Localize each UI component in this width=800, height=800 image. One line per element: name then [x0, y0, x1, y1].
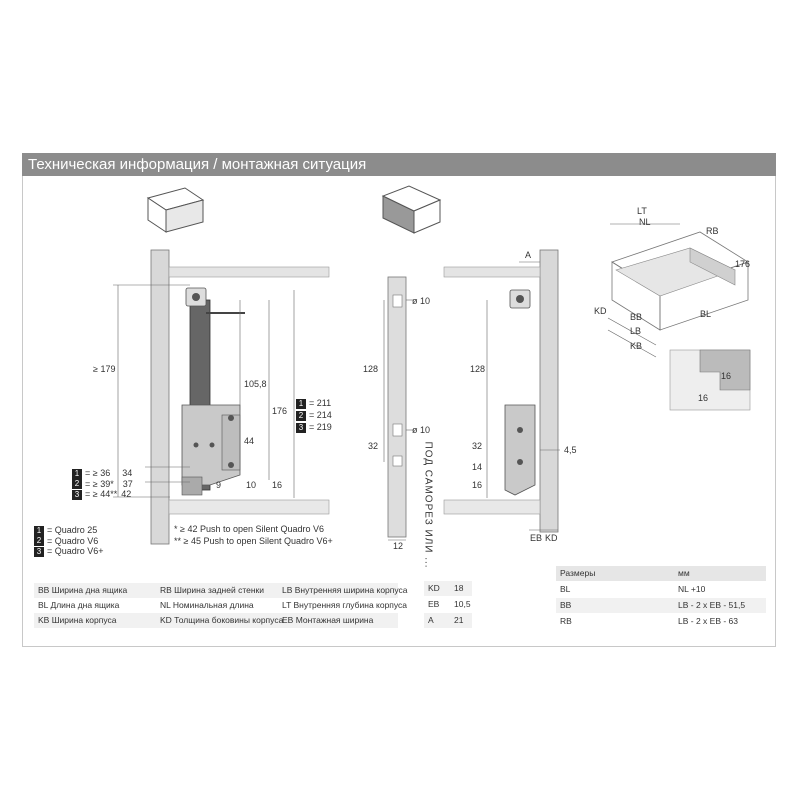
page-title: Техническая информация / монтажная ситуация	[22, 153, 776, 176]
legend: 1 = Quadro 25 2 = Quadro V6 3 = Quadro V6+	[34, 525, 104, 557]
dim-176-iso: 176	[735, 259, 751, 269]
dim-44: 44	[244, 436, 255, 446]
dim-16-right: 16	[472, 480, 483, 490]
hole-2: ø 10	[412, 425, 431, 435]
abbreviation-table: BB Ширина дна ящика RB Ширина задней стенки LB Внутренняя ширина корпуса BL Длина дна ящика NL Номинальная длина LT Внутренняя глубина корпуса KB Ширина корпуса KD Толщина боковины корпуса EB Монтажная ширина	[34, 583, 398, 628]
dim-32-mid: 32	[368, 441, 379, 451]
variant-heights: 1 = 211 2 = 214 3 = 219	[296, 397, 332, 433]
dim-RB: RB	[706, 226, 719, 236]
dim-16-iso-b: 16	[698, 393, 709, 403]
dim-BB: BB	[630, 312, 643, 322]
dim-LB: LB	[630, 326, 642, 336]
dim-105-8: 105,8	[244, 379, 267, 389]
dim-10: 10	[246, 480, 257, 490]
dim-12-mid: 12	[393, 541, 404, 551]
hole-1: ø 10	[412, 296, 431, 306]
dim-176: 176	[272, 406, 288, 416]
dim-128-right: 128	[470, 364, 486, 374]
dim-128-mid: 128	[363, 364, 379, 374]
sizes-table: Размеры мм BL NL +10 BB LB - 2 x EB - 51,5 RB LB - 2 x EB - 63	[556, 566, 766, 630]
dim-ge179: ≥ 179	[93, 364, 116, 374]
dim-KB: KB	[630, 341, 643, 351]
dim-16-iso-a: 16	[721, 371, 732, 381]
dim-4-5: 4,5	[564, 445, 577, 455]
dim-LT: LT	[637, 206, 647, 216]
vertical-note: ПОД САМОРЕЗ ИЛИ ...	[422, 441, 434, 569]
dim-16: 16	[272, 480, 283, 490]
dim-EB: EB	[530, 533, 543, 543]
dim-9: 9	[216, 480, 222, 490]
dim-NL: NL	[639, 217, 651, 227]
dim-BL: BL	[700, 309, 712, 319]
dim-32-right: 32	[472, 441, 483, 451]
clearance-list: 1 = ≥ 36 34 2 = ≥ 39* 37 3 = ≥ 44** 42	[72, 468, 133, 500]
dim-A: A	[525, 250, 532, 260]
dim-KD-iso: KD	[594, 306, 607, 316]
dim-14-right: 14	[472, 462, 483, 472]
notes: * ≥ 42 Push to open Silent Quadro V6 ** ≥ 45 Push to open Silent Quadro V6+	[174, 524, 333, 546]
values-table: KD 18 EB 10,5 A 21	[424, 581, 472, 629]
dim-KD: KD	[545, 533, 558, 543]
